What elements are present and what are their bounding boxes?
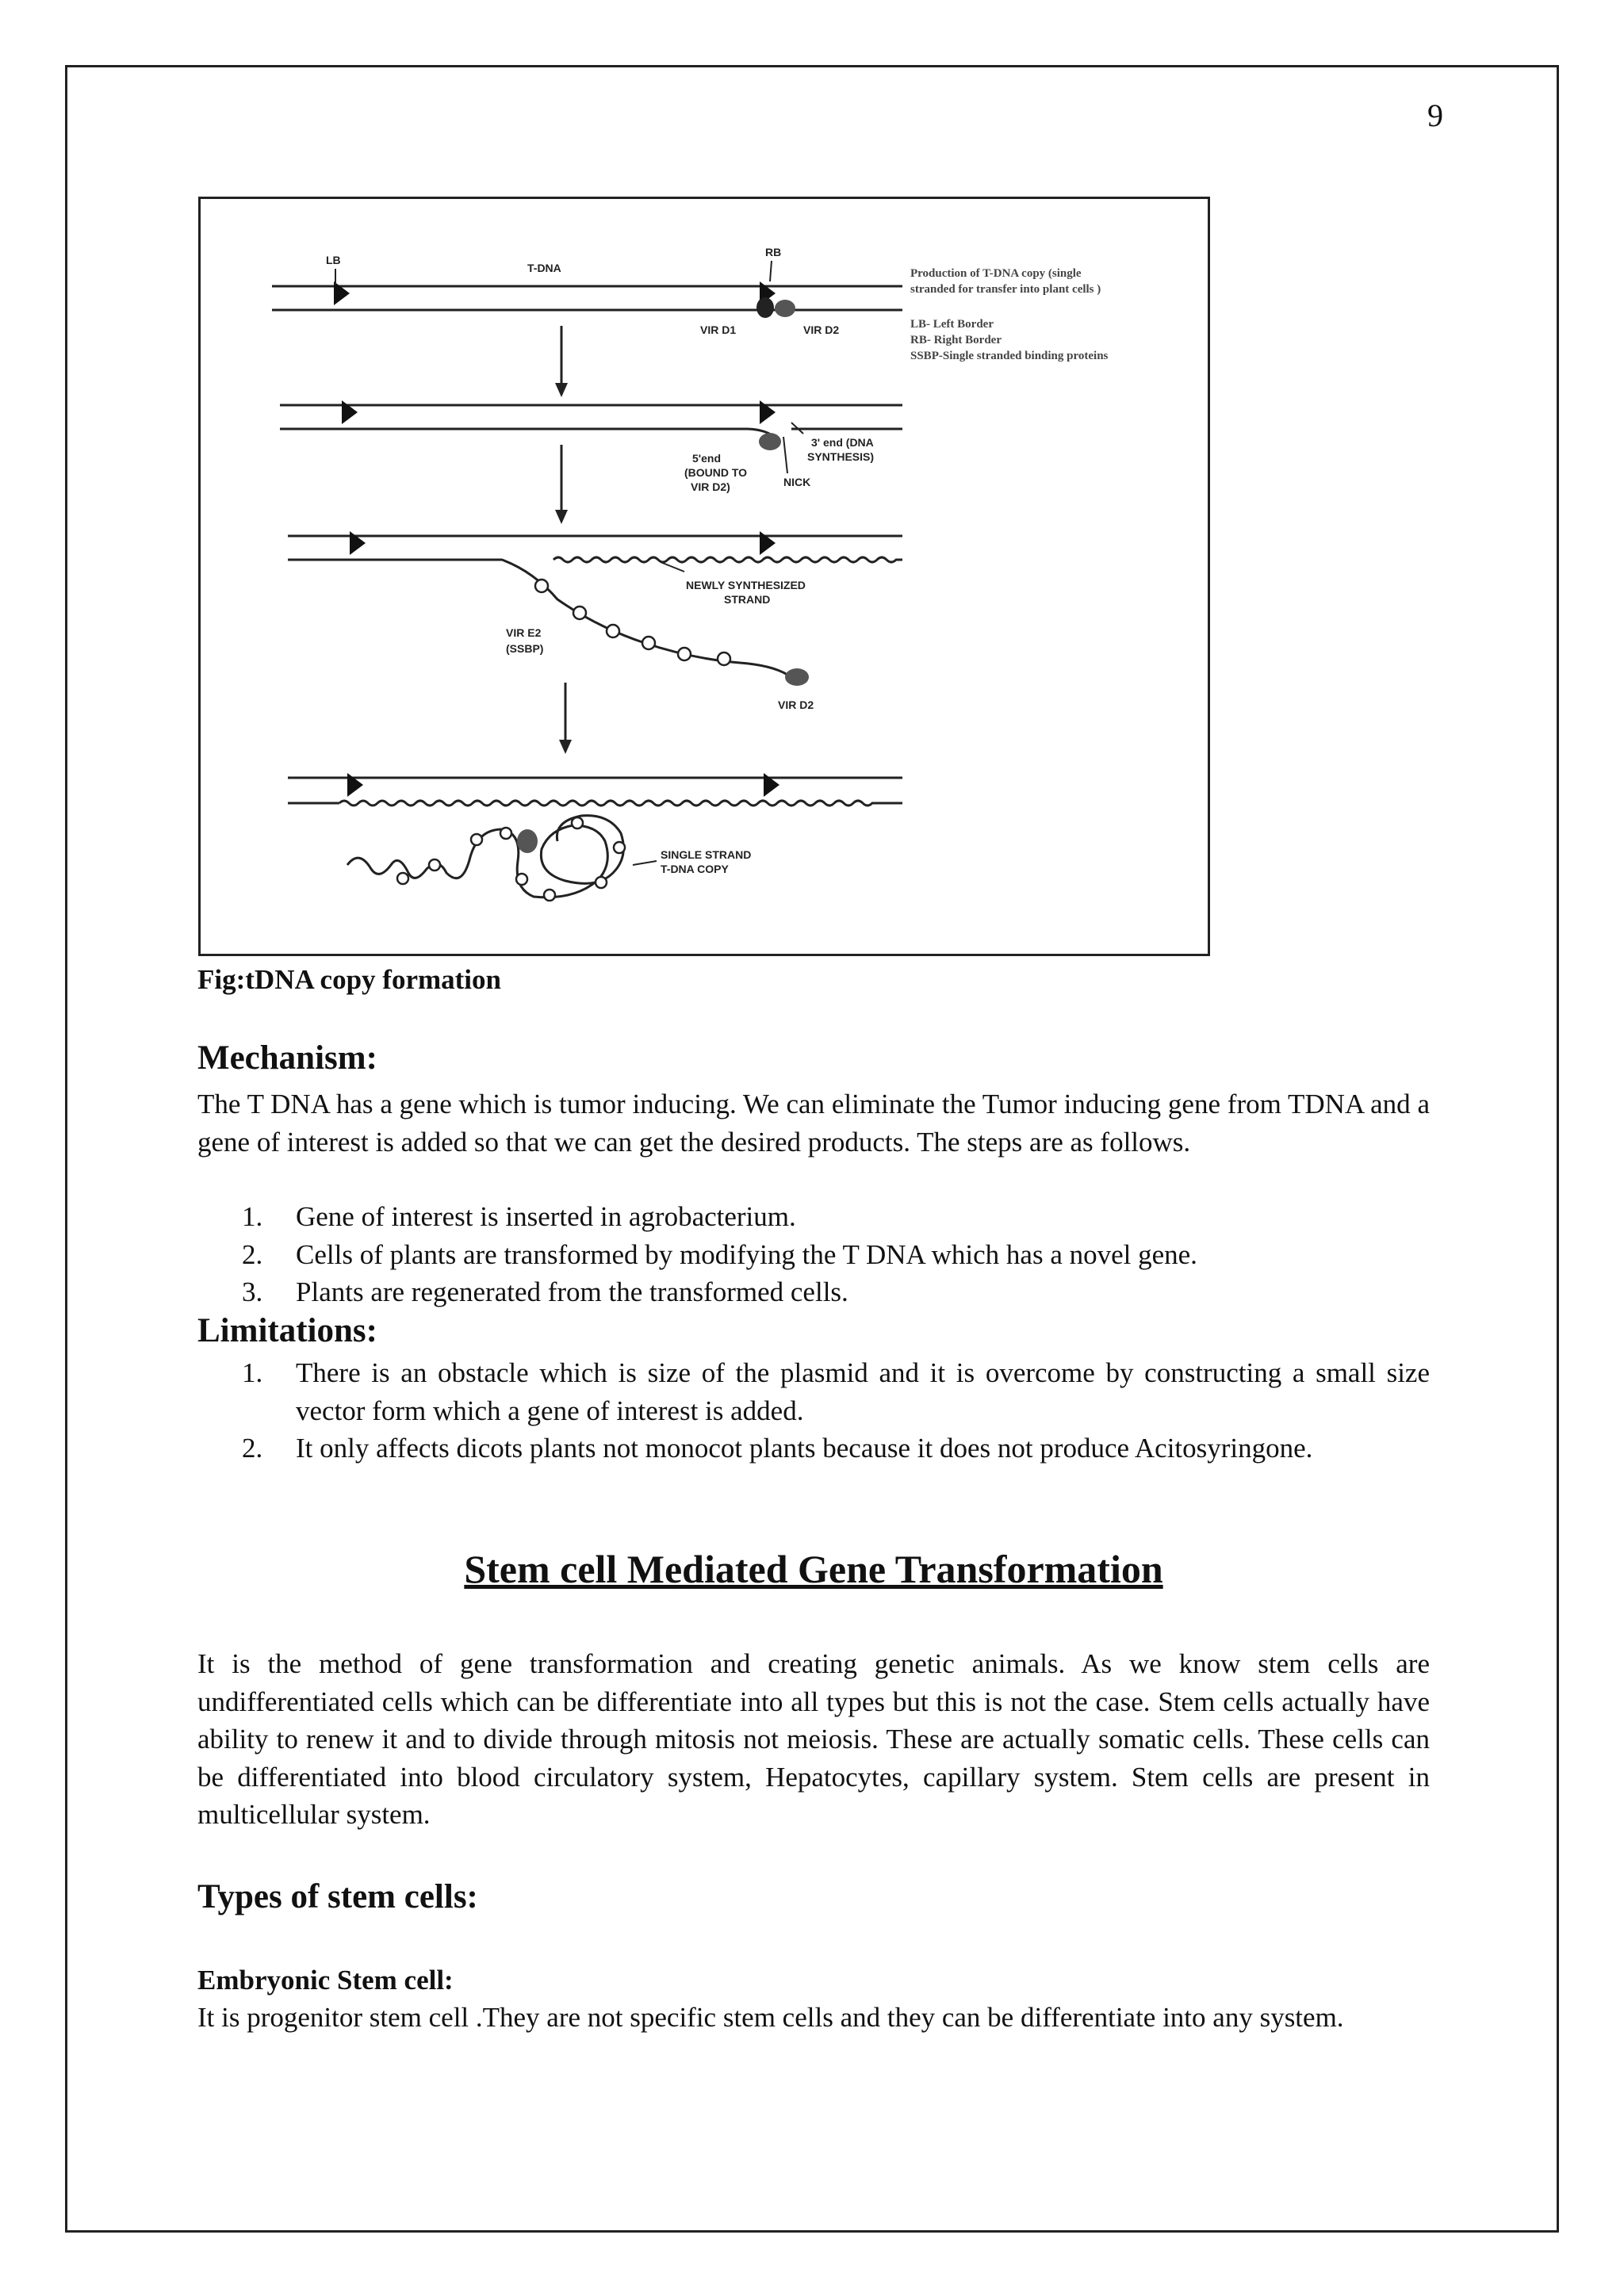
lb-label: LB: [326, 254, 341, 266]
three-end-label-2: SYNTHESIS): [807, 450, 875, 463]
tdna-diagram: [201, 199, 1208, 954]
ssbp-proteins: [535, 580, 730, 665]
five-end-label-1: 5'end: [692, 452, 722, 465]
single-strand-tdna-copy: [347, 816, 623, 897]
legend-line-4: RB- Right Border: [910, 334, 1002, 346]
arrow-down-2: [555, 445, 568, 524]
embryonic-text: It is progenitor stem cell .They are not specific stem cells and they can be differentiate into any system.: [197, 2002, 1344, 2033]
limitations-list: [197, 1354, 1430, 1468]
row2-dna-strands: [280, 405, 902, 438]
rb-label: RB: [765, 246, 782, 258]
tdna-label: T-DNA: [527, 262, 561, 274]
arrow-down-3: [559, 683, 572, 754]
row4-dna-strands: [288, 778, 902, 806]
row3-dna-strands: [288, 536, 902, 675]
mechanism-steps: [197, 1198, 1430, 1311]
vir-d2-bottom-label: VIR D2: [778, 698, 814, 711]
newly-synth-label-2: STRAND: [724, 593, 771, 606]
arrow-down-1: [555, 326, 568, 397]
list-item: 3. Plants are regenerated from the transformed cells.: [242, 1276, 848, 1307]
list-item: 2. Cells of plants are transformed by modifying the T DNA which has a novel gene.: [242, 1238, 1197, 1270]
limitations-heading: Limitations:: [197, 1312, 377, 1349]
vir-d2-protein-top: [775, 300, 795, 317]
list-item: 2. It only affects dicots plants not monocot plants because it does not produce Acitosyringone.: [242, 1433, 1313, 1464]
vir-e2-label-1: VIR E2: [506, 626, 542, 639]
legend-line-1: Production of T-DNA copy (single: [910, 267, 1082, 280]
figure-caption: Fig:tDNA copy formation: [197, 964, 502, 995]
types-heading: Types of stem cells:: [197, 1878, 478, 1915]
five-end-label-3: VIR D2): [691, 480, 730, 493]
single-strand-label-2: T-DNA COPY: [661, 863, 729, 875]
list-item: 1. Gene of interest is inserted in agrobacterium.: [242, 1201, 796, 1232]
embryonic-title: Embryonic Stem cell:: [197, 1965, 454, 1996]
row1-dna-strands: [272, 286, 902, 310]
mechanism-heading: Mechanism:: [197, 1039, 377, 1077]
legend-line-2: stranded for transfer into plant cells ): [910, 283, 1101, 296]
newly-synth-label-1: NEWLY SYNTHESIZED: [686, 579, 806, 591]
vir-d1-protein: [756, 297, 774, 318]
page-number: 9: [1427, 98, 1443, 133]
legend-line-5: SSBP-Single stranded binding proteins: [910, 350, 1109, 362]
vir-d2-protein-copy: [517, 829, 538, 853]
figure-tdna-copy-formation: [198, 197, 1210, 956]
single-strand-ssbp: [397, 817, 625, 901]
vir-d2-top-label: VIR D2: [803, 323, 840, 336]
stem-cell-intro: It is the method of gene transformation and creating genetic animals. As we know stem cells are undifferentiated cells which can be differentiate into all types but this is not the case. Stem cells actually have ability to renew it and to divide through mitosis not meiosis. These are actually somatic cells. These cells can be differentiated into blood circulatory system, Hepatocytes, capillary system. Stem cells are present in multicellular system.: [197, 1648, 1430, 1830]
vir-d2-protein-5end: [759, 433, 781, 450]
vir-e2-label-2: (SSBP): [506, 642, 544, 655]
section-title: Stem cell Mediated Gene Transformation: [464, 1547, 1163, 1591]
vir-d2-protein-bottom: [785, 668, 809, 686]
three-end-label-1: 3' end (DNA: [811, 436, 874, 449]
five-end-label-2: (BOUND TO: [684, 466, 748, 479]
mechanism-intro: The T DNA has a gene which is tumor inducing. We can eliminate the Tumor inducing gene from TDNA and a gene of interest is added so that we can get the desired products. The steps are as follows.: [197, 1089, 1430, 1158]
vir-d1-label: VIR D1: [700, 323, 737, 336]
legend-line-3: LB- Left Border: [910, 318, 994, 331]
single-strand-label-1: SINGLE STRAND: [661, 848, 752, 861]
nick-label: NICK: [783, 476, 811, 488]
list-item: 1. There is an obstacle which is size of the plasmid and it is overcome by constructing a small size vector form which a gene of interest is added.: [242, 1357, 1430, 1426]
